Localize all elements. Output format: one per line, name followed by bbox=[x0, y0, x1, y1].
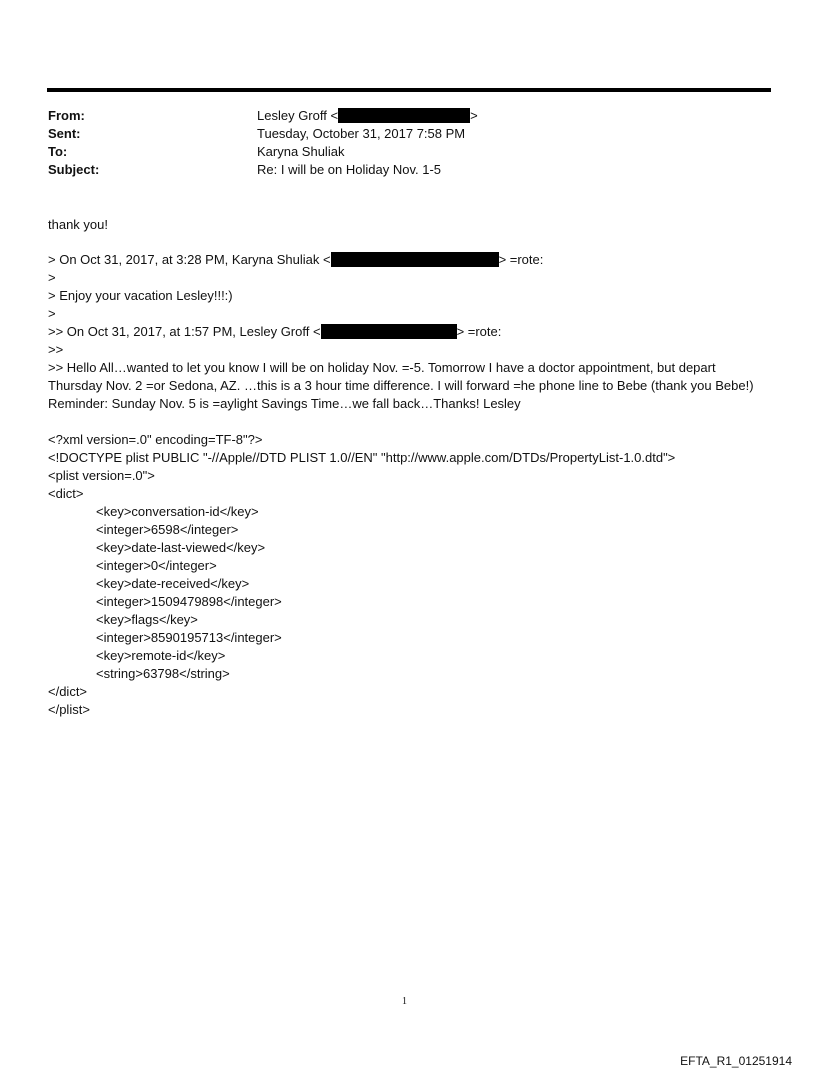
sent-label: Sent: bbox=[48, 126, 81, 141]
from-name: Lesley Groff < bbox=[257, 108, 339, 123]
xml-declaration: <?xml version=.0" encoding=TF-8"?> bbox=[48, 432, 263, 447]
plist-entry: <integer>1509479898</integer> bbox=[96, 594, 282, 609]
quote-line-1 bbox=[48, 251, 543, 269]
quote-blank-1: > bbox=[48, 270, 56, 285]
from-value bbox=[257, 107, 478, 125]
plist-close-tag: </plist> bbox=[48, 702, 90, 717]
plist-open-tag: <plist version=.0"> bbox=[48, 468, 155, 483]
quote2-suffix: > =rote: bbox=[456, 324, 502, 339]
message-paragraph: >> Hello All…wanted to let you know I will be on holiday Nov. =-5. Tomorrow I have a doctor appointment, but depart Thursday Nov. 2 =or Sedona, AZ. …this is a 3 hour time difference. I will forward =he phone line to Bebe (thank you Bebe!) Reminder: Sunday Nov. 5 is =aylight Savings Time…we fall back…Thanks! Lesley bbox=[48, 360, 754, 411]
to-label: To: bbox=[48, 144, 68, 159]
to-value: Karyna Shuliak bbox=[257, 144, 345, 159]
subject-label: Subject: bbox=[48, 162, 100, 177]
redaction-box bbox=[321, 324, 457, 339]
sent-value: Tuesday, October 31, 2017 7:58 PM bbox=[257, 126, 466, 141]
plist-entry: <integer>6598</integer> bbox=[96, 522, 239, 537]
redaction-box bbox=[338, 108, 470, 123]
quote-blank-3: >> bbox=[48, 342, 64, 357]
doctype-line: <!DOCTYPE plist PUBLIC "-//Apple//DTD PLIST 1.0//EN" "http://www.apple.com/DTDs/PropertyList-1.0.dtd"> bbox=[48, 450, 676, 465]
dict-open-tag: <dict> bbox=[48, 486, 84, 501]
quote1-suffix: > =rote: bbox=[498, 252, 544, 267]
redaction-box bbox=[331, 252, 499, 267]
quote1-prefix: > On Oct 31, 2017, at 3:28 PM, Karyna Shuliak < bbox=[48, 252, 331, 267]
plist-entry: <key>remote-id</key> bbox=[96, 648, 226, 663]
plist-entry: <string>63798</string> bbox=[96, 666, 230, 681]
from-label: From: bbox=[48, 108, 85, 123]
plist-entry: <integer>8590195713</integer> bbox=[96, 630, 282, 645]
plist-entry: <key>conversation-id</key> bbox=[96, 504, 259, 519]
plist-entry: <key>date-last-viewed</key> bbox=[96, 540, 266, 555]
plist-entry: <key>date-received</key> bbox=[96, 576, 250, 591]
enjoy-line: > Enjoy your vacation Lesley!!!:) bbox=[48, 288, 233, 303]
page-number: 1 bbox=[402, 996, 407, 1007]
from-close: > bbox=[470, 108, 478, 123]
document-id: EFTA_R1_01251914 bbox=[680, 1054, 792, 1068]
subject-value: Re: I will be on Holiday Nov. 1-5 bbox=[257, 162, 442, 177]
plist-entry: <integer>0</integer> bbox=[96, 558, 217, 573]
plist-entry: <key>flags</key> bbox=[96, 612, 198, 627]
quote-line-2 bbox=[48, 323, 501, 341]
dict-close-tag: </dict> bbox=[48, 684, 88, 699]
quote2-prefix: >> On Oct 31, 2017, at 1:57 PM, Lesley Groff < bbox=[48, 324, 321, 339]
header-divider bbox=[47, 88, 771, 92]
greeting-text: thank you! bbox=[48, 217, 108, 232]
quote-blank-2: > bbox=[48, 306, 56, 321]
